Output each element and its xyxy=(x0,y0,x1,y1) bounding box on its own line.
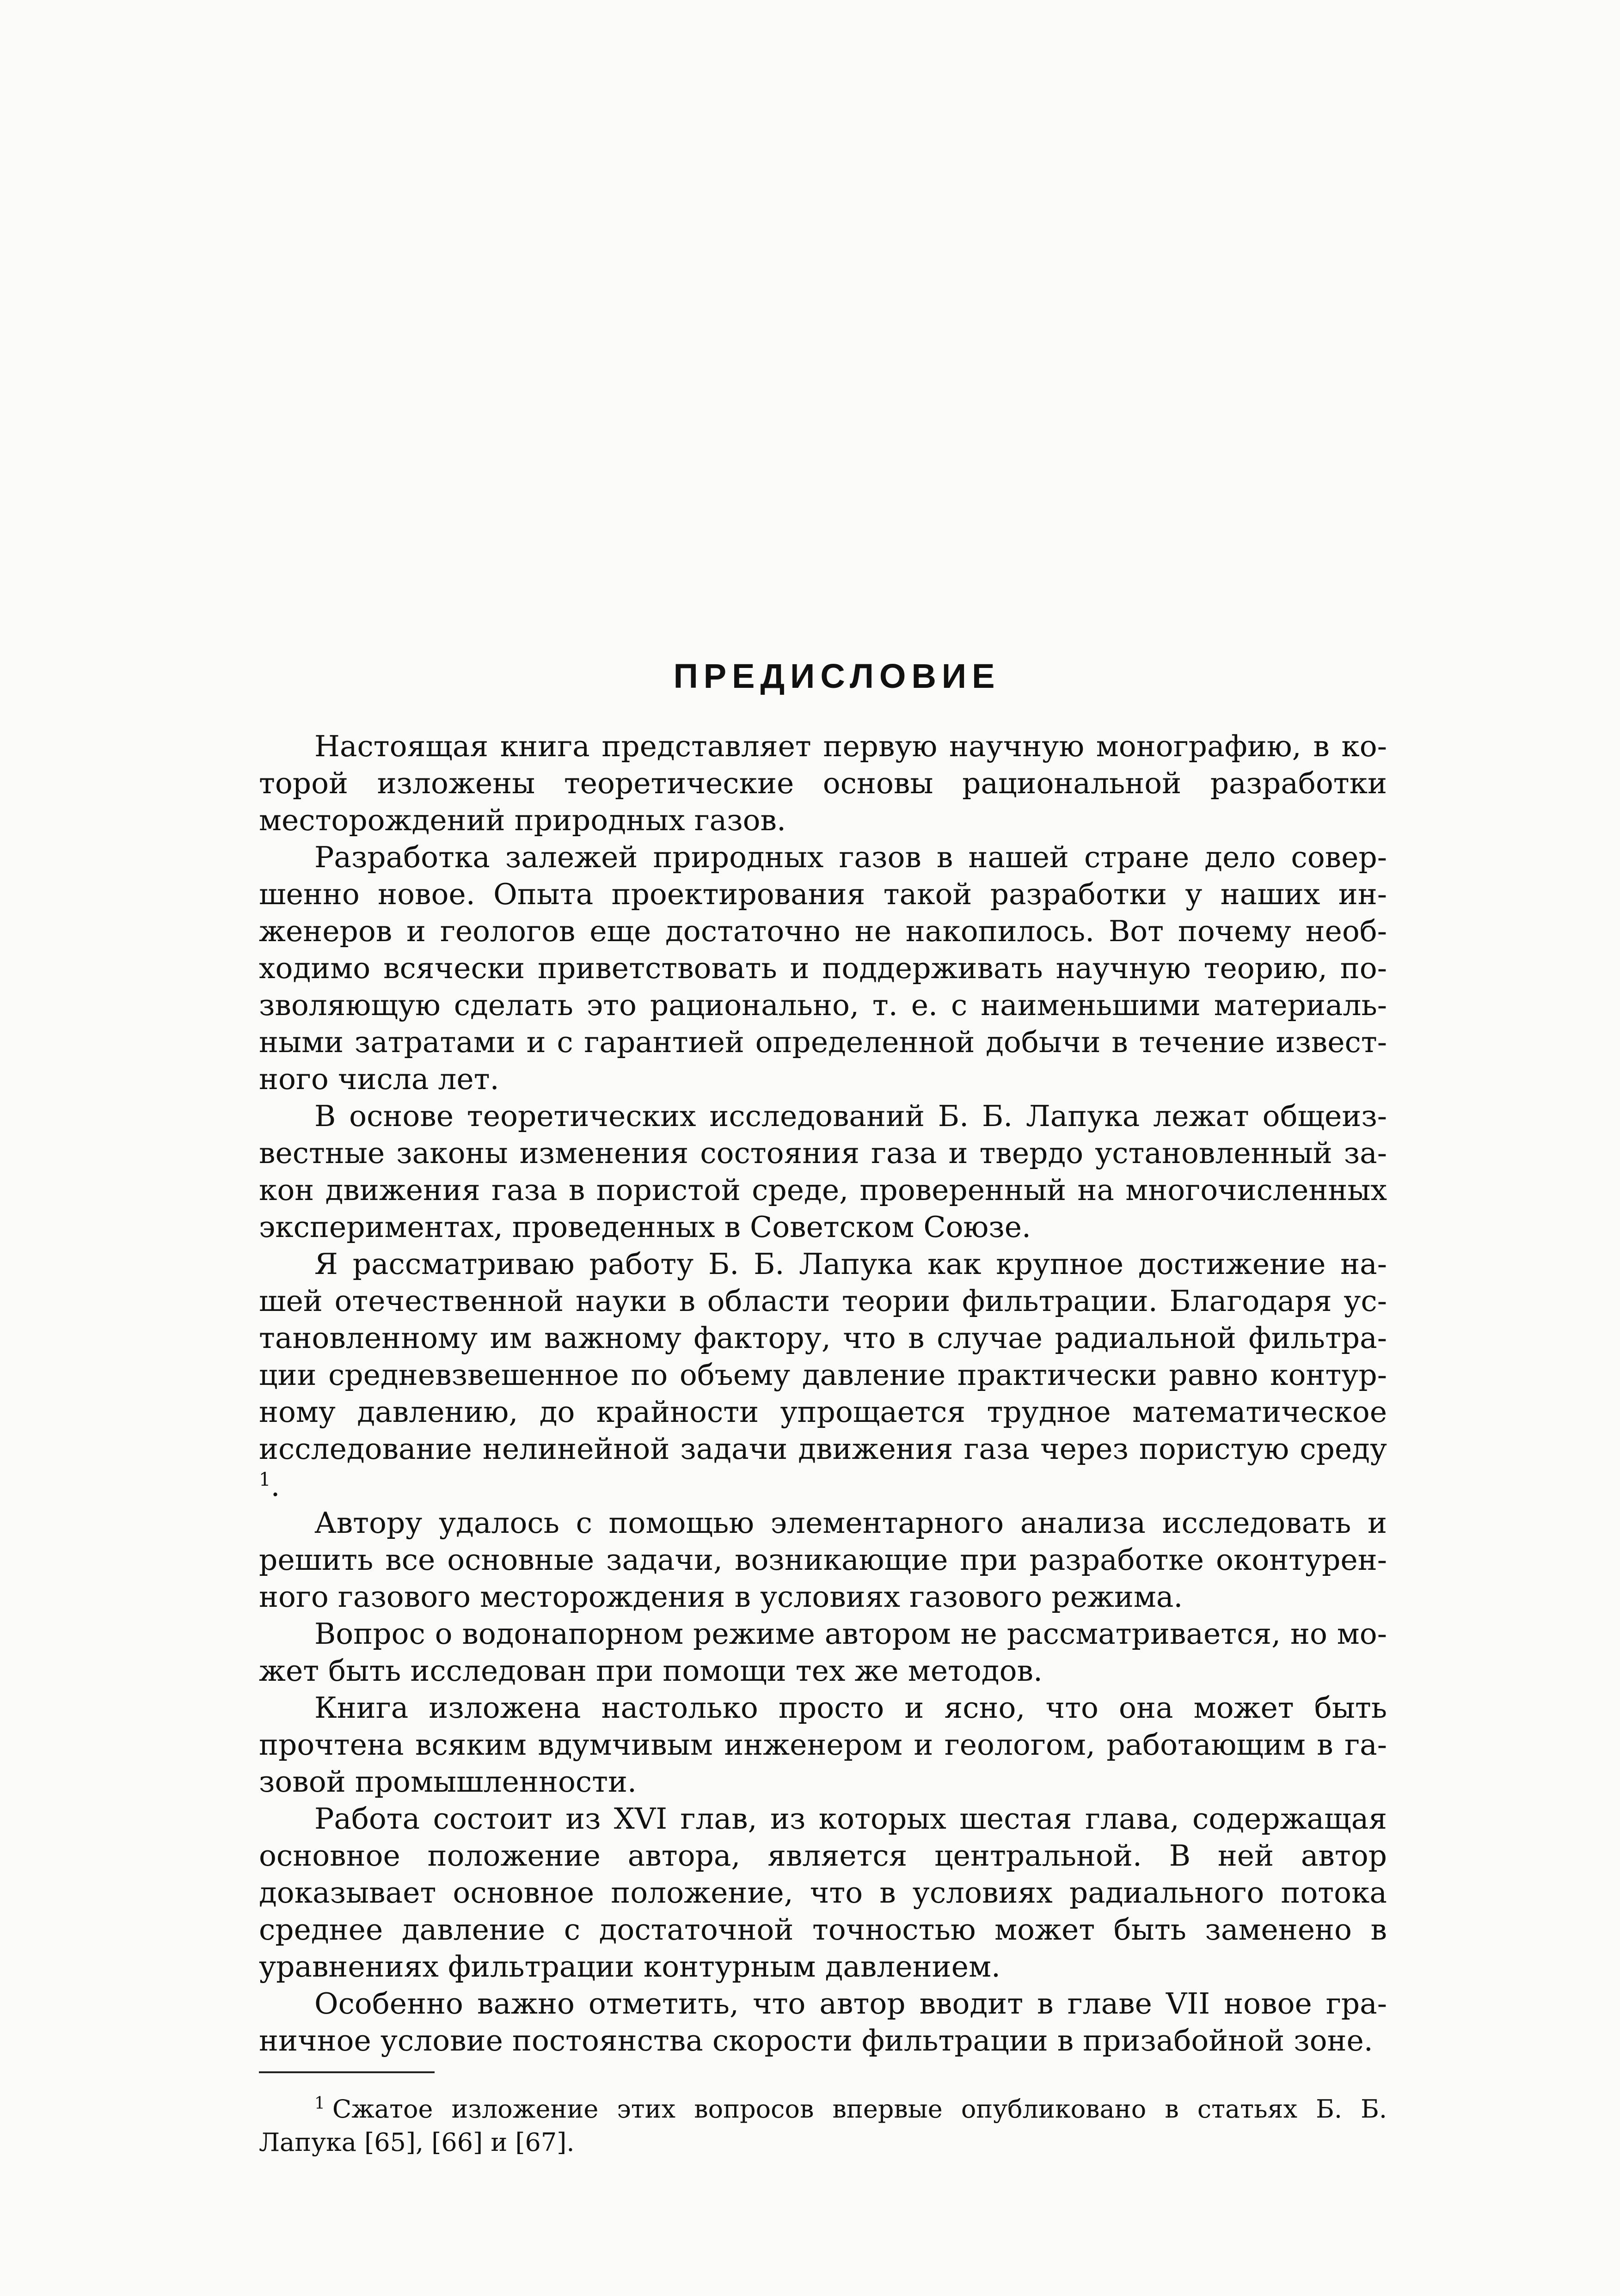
paragraph-4 xyxy=(259,1246,1387,1505)
paragraph-8: Работа состоит из XVI глав, из которых шестая глава, содержащая основное положение автора, является центральной. В ней автор доказывает основное положение, что в условиях радиального потока среднее давление с достаточной точностью может быть заменено в уравнениях фильтрации контурным давлением. xyxy=(259,1802,1387,1984)
footnote-reference: 1 xyxy=(259,1469,271,1490)
footnote-divider xyxy=(259,2071,435,2073)
paragraph-7: Книга изложена настолько просто и ясно, что она может быть прочтена всяким вдумчивым инженером и геологом, работающим в газовой промышленности. xyxy=(259,1691,1387,1799)
paragraph-4-text: Я рассматриваю работу Б. Б. Лапука как крупное достижение нашей отечественной науки в области теории фильтрации. Благодаря установленному им важному фактору, что в случае радиальной фильтрации средневзвешенное по объему давление практически равно контурному давлению, до крайности упрощается трудное математическое исследование нелинейной задачи движения газа через пористую среду xyxy=(259,1247,1387,1466)
paragraph-1: Настоящая книга представляет первую научную монографию, в которой изложены теоретические основы рациональной разработки месторождений природных газов. xyxy=(259,729,1387,837)
paragraph-6: Вопрос о водонапорном режиме автором не рассматривается, но может быть исследован при помощи тех же методов. xyxy=(259,1617,1387,1688)
paragraph-5: Автору удалось с помощью элементарного анализа исследовать и решить все основные задачи, возникающие при разработке оконтуренного газового месторождения в условиях газового режима. xyxy=(259,1506,1387,1614)
paragraph-2: Разработка залежей природных газов в нашей стране дело совершенно новое. Опыта проектирования такой разработки у наших инженеров и геологов еще достаточно не накопилось. Вот почему необходимо всячески приветствовать и поддерживать научную теорию, позволяющую сделать это рационально, т. е. с наименьшими материальными затратами и с гарантией определенной добычи в течение известного числа лет. xyxy=(259,840,1387,1096)
paragraph-9: Особенно важно отметить, что автор вводит в главе VII новое граничное условие постоянства скорости фильтрации в призабойной зоне. xyxy=(259,1987,1387,2057)
footnote-text: Сжатое изложение этих вопросов впервые опубликовано в статьях Б. Б. Лапука [65], [66] и [67]. xyxy=(259,2094,1387,2157)
paragraph-4-end: . xyxy=(270,1469,280,1503)
page-title: ПРЕДИСЛОВИЕ xyxy=(673,657,1000,695)
page-content xyxy=(259,656,1387,2184)
paragraph-3: В основе теоретических исследований Б. Б. Лапука лежат общеизвестные законы изменения состояния газа и твердо установленный закон движения газа в пористой среде, проверенный на многочисленных экспериментах, проведенных в Советском Союзе. xyxy=(259,1099,1387,1244)
footnote-marker: 1 xyxy=(314,2094,325,2113)
footnote xyxy=(259,2087,1387,2159)
